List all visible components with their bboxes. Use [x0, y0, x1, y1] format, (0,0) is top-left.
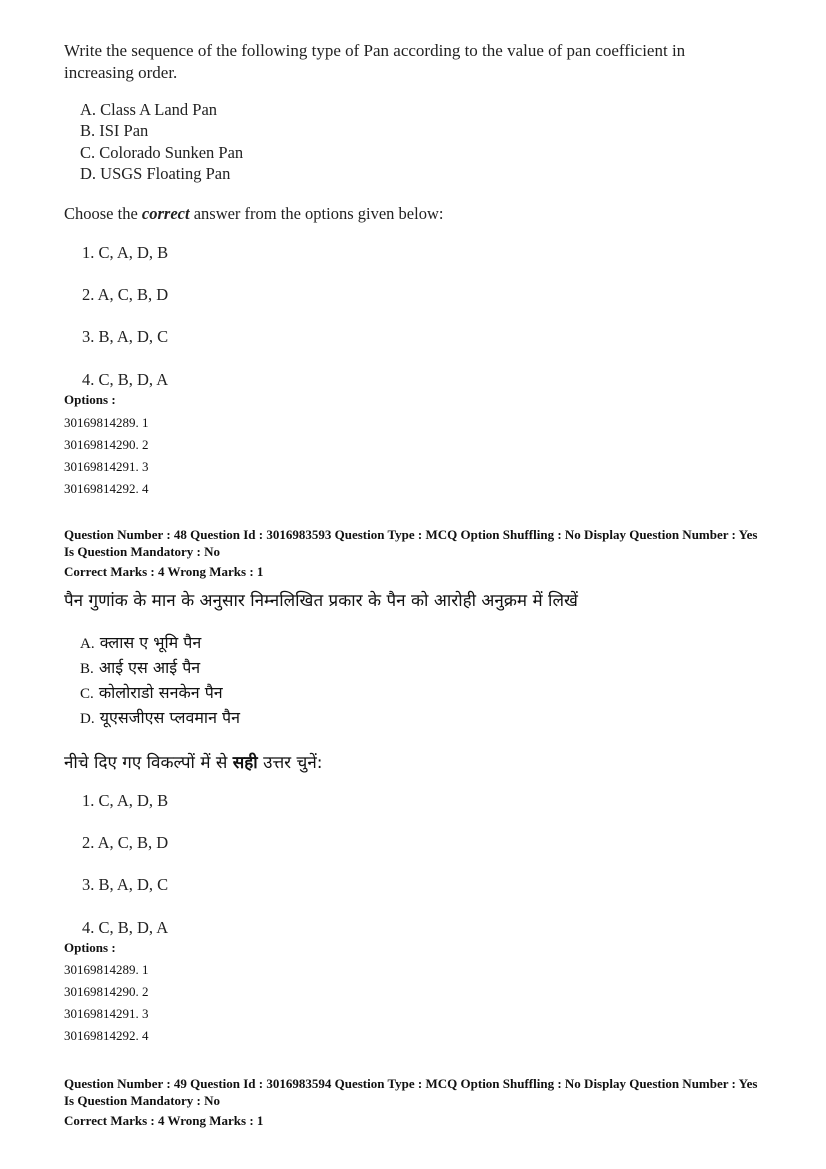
option-id: 30169814289. 1 — [64, 415, 149, 430]
options-heading: Options : — [64, 392, 116, 407]
list-item: B. आई एस आई पैन — [80, 658, 201, 677]
list-item: C. Colorado Sunken Pan — [80, 143, 244, 162]
question-text: Write the sequence of the following type of Pan according to the value of pan coefficient in increasing order. — [64, 41, 686, 82]
answer-choice: 1. C, A, D, B — [82, 791, 169, 810]
option-id: 30169814290. 2 — [64, 984, 149, 999]
question-meta: Question Number : 48 Question Id : 3016983593 Question Type : MCQ Option Shuffling : No Display Question Number : Yes Is Question Mandatory : No — [64, 527, 758, 559]
options-heading: Options : — [64, 940, 116, 955]
answer-choice: 2. A, C, B, D — [82, 285, 169, 304]
answer-choice: 4. C, B, D, A — [82, 370, 169, 389]
option-id: 30169814290. 2 — [64, 437, 149, 452]
list-item: B. ISI Pan — [80, 121, 149, 140]
option-id: 30169814289. 1 — [64, 962, 149, 977]
answer-choice: 4. C, B, D, A — [82, 918, 169, 937]
instruction-text: नीचे दिए गए विकल्पों में से सही उत्तर चुनें: — [64, 753, 323, 773]
marks-meta: Correct Marks : 4 Wrong Marks : 1 — [64, 1113, 264, 1128]
answer-choice: 3. B, A, D, C — [82, 327, 169, 346]
list-item: D. यूएसजीएस प्लवमान पैन — [80, 708, 241, 727]
question-meta: Question Number : 49 Question Id : 3016983594 Question Type : MCQ Option Shuffling : No Display Question Number : Yes Is Question Mandatory : No — [64, 1076, 758, 1108]
answer-choice: 2. A, C, B, D — [82, 833, 169, 852]
question-text: पैन गुणांक के मान के अनुसार निम्नलिखित प्रकार के पैन को आरोही अनुक्रम में लिखें — [64, 591, 578, 611]
answer-choice: 1. C, A, D, B — [82, 243, 169, 262]
list-item: A. क्लास ए भूमि पैन — [80, 633, 202, 652]
option-id: 30169814291. 3 — [64, 1006, 149, 1021]
answer-choice: 3. B, A, D, C — [82, 875, 169, 894]
list-item: D. USGS Floating Pan — [80, 164, 231, 183]
list-item: A. Class A Land Pan — [80, 100, 218, 119]
list-item: C. कोलोराडो सनकेन पैन — [80, 683, 223, 702]
instruction-text: Choose the correct answer from the options given below: — [64, 204, 444, 223]
marks-meta: Correct Marks : 4 Wrong Marks : 1 — [64, 564, 264, 579]
option-id: 30169814291. 3 — [64, 459, 149, 474]
option-id: 30169814292. 4 — [64, 1028, 149, 1043]
option-id: 30169814292. 4 — [64, 481, 149, 496]
